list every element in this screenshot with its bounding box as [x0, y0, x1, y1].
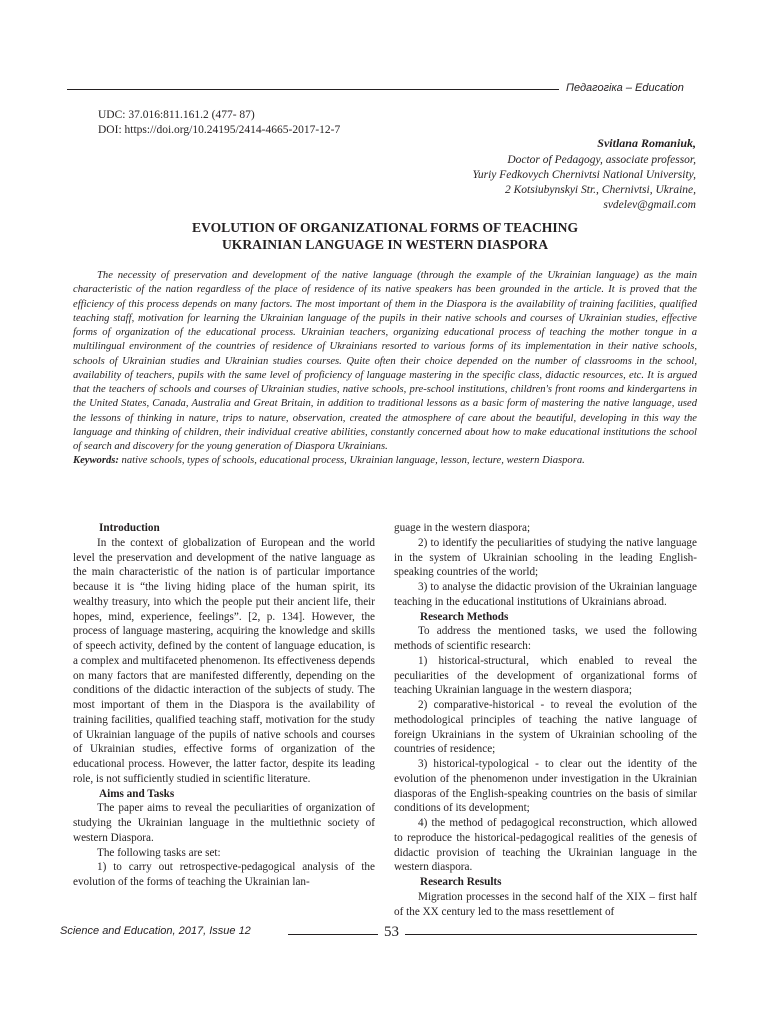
task-item-2: 2) to identify the peculiarities of studying the native language in the system of Ukrainian schooling in the leading English-speaking countries of the world; — [394, 536, 697, 579]
aims-heading: Aims and Tasks — [99, 787, 175, 800]
method-item-3: 3) historical-typological - to clear out the identity of the evolution of the phenomenon under investigation in the Ukrainian diasporas of the English-speaking countries on the basis of similar conditions of its development; — [394, 758, 697, 815]
task-item-3: 3) to analyse the didactic provision of the Ukrainian language teaching in the educational institutions of Ukrainians abroad. — [394, 581, 697, 608]
aims-paragraph: The paper aims to reveal the peculiarities of organization of studying the Ukrainian language in the multiethnic society of western Diaspora. — [73, 802, 375, 844]
left-column — [73, 521, 375, 890]
footer-rule-left — [288, 934, 378, 935]
method-item-2: 2) comparative-historical - to reveal the evolution of the methodological principles of teaching the native language of foreign Ukrainians in the system of Ukrainian schooling of the countries of residence; — [394, 699, 697, 756]
methods-heading: Research Methods — [420, 610, 509, 623]
header-rule — [67, 89, 559, 90]
footer-rule-right — [405, 934, 697, 935]
footer-journal: Science and Education, 2017, Issue 12 — [60, 925, 251, 937]
task-item-1: 1) to carry out retrospective-pedagogical analysis of the evolution of the forms of teaching the Ukrainian lan- — [73, 861, 375, 888]
author-email[interactable]: svdelev@gmail.com — [603, 199, 696, 211]
right-column — [394, 521, 697, 919]
abstract — [73, 269, 697, 469]
introduction-paragraph: In the context of globalization of European and the world level the preservation and development of the native language as the main characteristic of the nation is of particular importance because it is “the living hiding place of the human spirit, its wealthy treasury, into which the people put their ancient life, their hopes, mind, experience, feelings”. [2, p. 134]. However, the process of language mastering, acquiring the knowledge and skills of speech activity, defined by the content of language education, is a complex and multifaceted phenomenon. Its effectiveness depends on many factors that are manifested differently, depending on the conditions of the didactic interaction of the subjects of study. The most important of them in the Diaspora is the availability of training facilities, qualified teaching staff, motivation for the study of Ukrainian language of the pupils of native schools and courses of Ukrainian studies, effective forms of organization of the educational process. However, the latter factor, despite its leading role, is not sufficiently studied in scientific literature. — [73, 536, 375, 785]
udc-doi-block — [98, 108, 340, 138]
article-title — [70, 220, 700, 253]
method-item-4: 4) the method of pedagogical reconstruction, which allowed to reproduce the historical-pedagogical realities of the genesis of didactic provision of teaching the Ukrainian language in the western diaspora. — [394, 817, 697, 874]
author-name: Svitlana Romaniuk, — [597, 136, 696, 150]
udc-code: UDC: 37.016:811.161.2 (477- 87) — [98, 109, 255, 121]
title-line-2: UKRAINIAN LANGUAGE IN WESTERN DIASPORA — [221, 236, 549, 252]
running-header: Педагогіка – Education — [566, 82, 684, 94]
author-block — [473, 136, 696, 213]
abstract-text: The necessity of preservation and development of the native language (through the example of the Ukrainian language) as the main characteristic of the nation regardless of the place of residence of its native speakers has been grounded in the article. It is proved that the efficiency of this process depends on many factors. The most important of them in the Diaspora is the availability of training facilities, qualified teaching staff, motivation for learning the Ukrainian language of the pupils in their native schools and courses of Ukrainian studies, effective forms of organization of the educational process. Ukrainian teachers, organizing educational process of teaching the mother tongue in a multilingual environment of the countries of residence of Ukrainians resorted to various forms of its implementation in their native schools, schools of Ukrainian studies and Ukrainian studies courses. Quite often their choice depended on the number of classrooms in the school, availability of teachers, pupils with the same level of proficiency of language mastering in the specific class, didactic resources, etc. It is argued that the teachers of schools and courses of Ukrainian studies, native schools, pre-school institutions, children's front rooms and kindergartens in the United States, Canada, Australia and Great Britain, in addition to traditional lessons as a basic form of mastering the native language, used the lessons of thinking in nature, trips to nature, observation, created the atmosphere of care about the beautiful, developing in this way the language and thinking of children, their individual creative abilities, constantly concerned about how to make educational institutions the school of search and discovery for the young generation of Diaspora Ukrainians. — [73, 270, 697, 452]
task-item-1-continued: guage in the western diaspora; — [394, 522, 531, 534]
results-heading: Research Results — [420, 876, 502, 888]
results-paragraph: Migration processes in the second half of the XIX – first half of the XX century led to the mass resettlement of — [394, 890, 697, 918]
method-item-1: 1) historical-structural, which enabled to reveal the peculiarities of the development of organizational forms of teaching Ukrainian language in the western diaspora; — [394, 654, 697, 697]
author-position: Doctor of Pedagogy, associate professor, — [507, 154, 696, 166]
keywords-text: native schools, types of schools, educational process, Ukrainian language, lesson, lecture, western Diaspora. — [118, 455, 585, 467]
title-line-1: EVOLUTION OF ORGANIZATIONAL FORMS OF TEACHING — [191, 220, 579, 235]
methods-intro: To address the mentioned tasks, we used the following methods of scientific research: — [394, 625, 697, 652]
author-affiliation: Yuriy Fedkovych Chernivtsi National University, — [472, 169, 696, 181]
author-address: 2 Kotsiubynskyi Str., Chernivtsi, Ukraine, — [504, 184, 696, 196]
keywords-label: Keywords: — [73, 455, 119, 467]
doi-link[interactable]: DOI: https://doi.org/10.24195/2414-4665-2017-12-7 — [98, 124, 341, 136]
introduction-heading: Introduction — [99, 522, 160, 534]
tasks-intro: The following tasks are set: — [97, 846, 221, 859]
page-number: 53 — [384, 924, 399, 940]
